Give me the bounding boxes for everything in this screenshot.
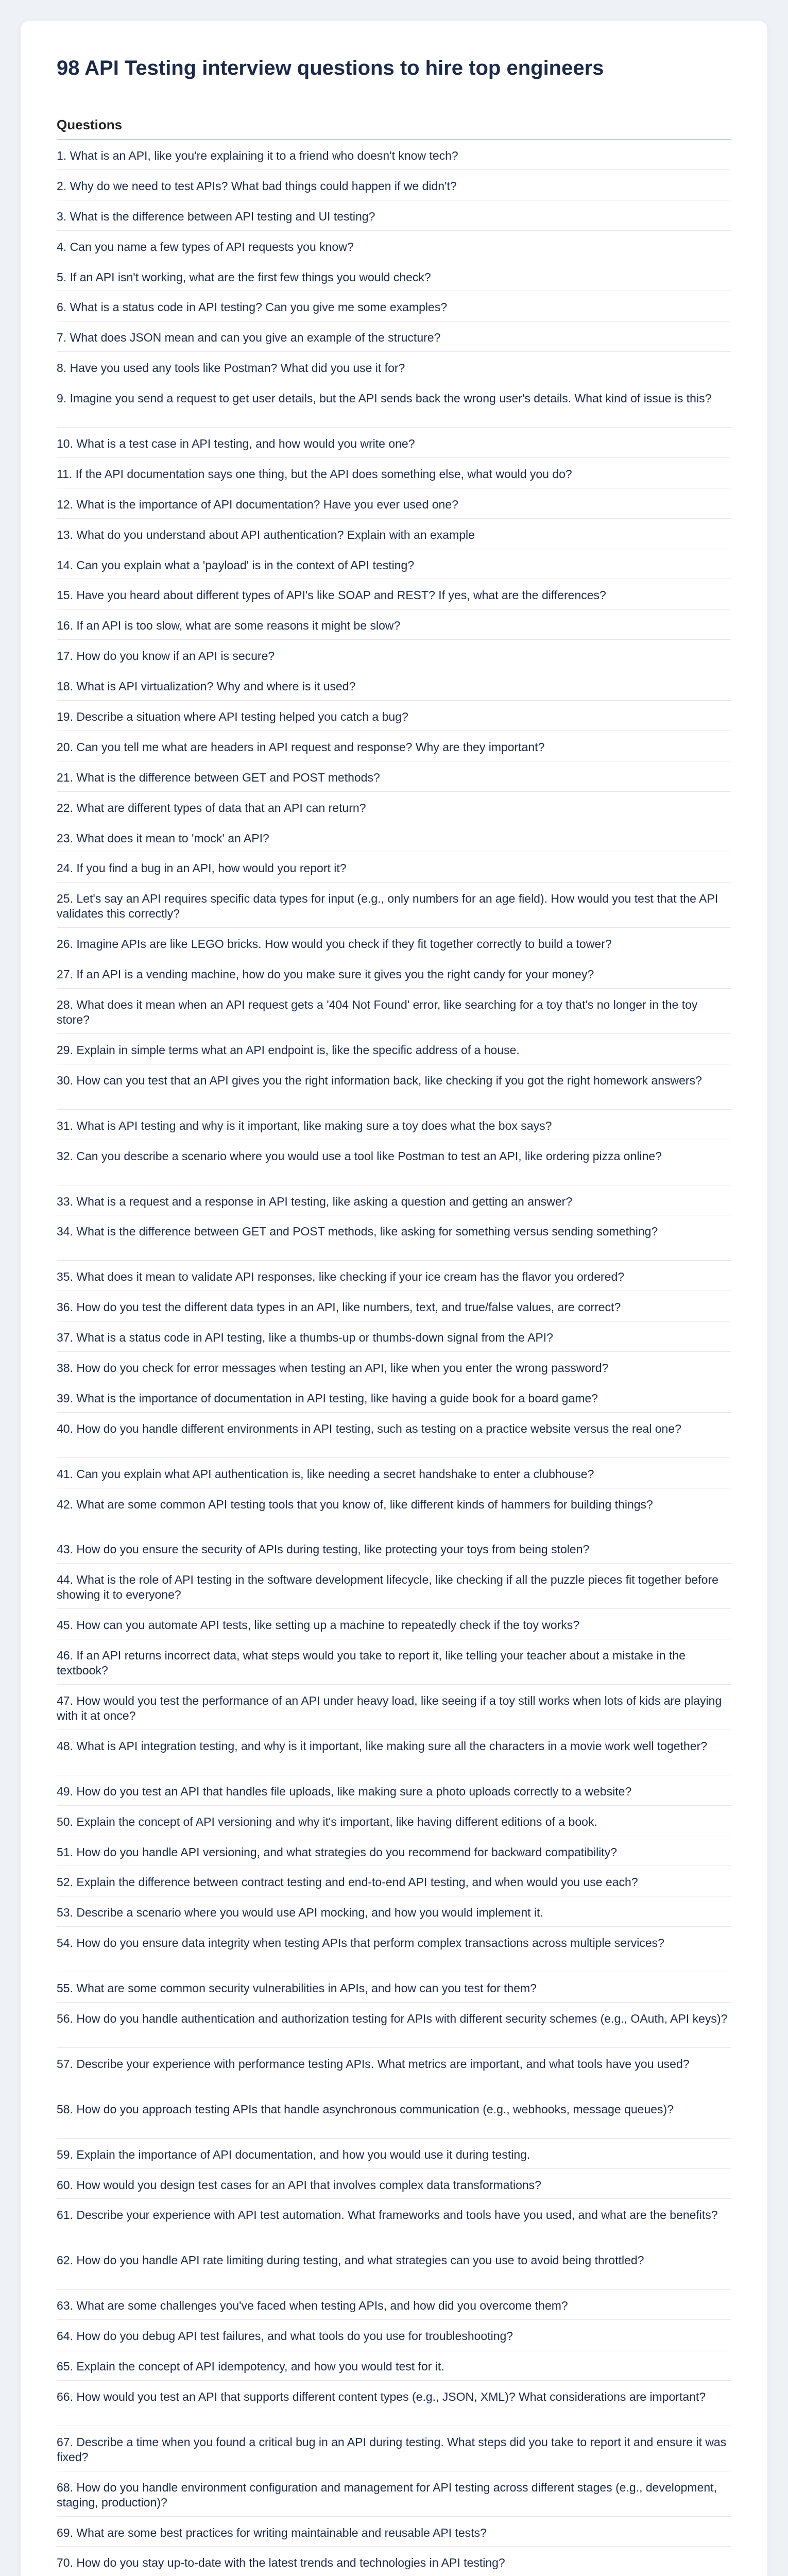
question-item: 7. What does JSON mean and can you give an example of the structure? — [57, 321, 731, 352]
question-item: 16. If an API is too slow, what are some reasons it might be slow? — [57, 609, 731, 640]
page-title: 98 API Testing interview questions to hire top engineers — [57, 57, 604, 79]
questions-list — [57, 140, 731, 2576]
question-item: 31. What is API testing and why is it important, like making sure a toy does what the box says? — [57, 1110, 731, 1140]
question-item: 9. Imagine you send a request to get user details, but the API sends back the wrong user's details. What kind of issue is this? — [57, 382, 731, 428]
question-item: 62. How do you handle API rate limiting during testing, and what strategies can you use to avoid being throttled? — [57, 2244, 731, 2290]
question-item: 44. What is the role of API testing in the software development lifecycle, like checking if all the puzzle pieces fit together before showing it to everyone? — [57, 1564, 731, 1609]
question-item: 2. Why do we need to test APIs? What bad things could happen if we didn't? — [57, 170, 731, 200]
question-item: 24. If you find a bug in an API, how would you report it? — [57, 852, 731, 883]
question-item: 22. What are different types of data that an API can return? — [57, 792, 731, 822]
question-item: 45. How can you automate API tests, like setting up a machine to repeatedly check if the toy works? — [57, 1609, 731, 1639]
question-item: 67. Describe a time when you found a critical bug in an API during testing. What steps did you take to report it and ensure it was fixed? — [57, 2426, 731, 2471]
question-item: 70. How do you stay up-to-date with the latest trends and technologies in API testing? — [57, 2547, 731, 2576]
question-item: 27. If an API is a vending machine, how do you make sure it gives you the right candy for your money? — [57, 958, 731, 989]
question-item: 42. What are some common API testing tools that you know of, like different kinds of hammers for building things? — [57, 1488, 731, 1534]
question-item: 59. Explain the importance of API documentation, and how you would use it during testing. — [57, 2139, 731, 2169]
question-item: 46. If an API returns incorrect data, what steps would you take to report it, like telling your teacher about a mistake in the textbook? — [57, 1639, 731, 1685]
questions-section-heading: Questions — [57, 116, 731, 140]
question-item: 55. What are some common security vulnerabilities in APIs, and how can you test for them? — [57, 1972, 731, 2003]
question-item: 37. What is a status code in API testing, like a thumbs-up or thumbs-down signal from the API? — [57, 1321, 731, 1352]
question-item: 61. Describe your experience with API test automation. What frameworks and tools have you used, and what are the benefits? — [57, 2199, 731, 2244]
question-item: 3. What is the difference between API testing and UI testing? — [57, 200, 731, 231]
question-item: 69. What are some best practices for writing maintainable and reusable API tests? — [57, 2517, 731, 2547]
question-item: 48. What is API integration testing, and why is it important, like making sure all the characters in a movie work well together? — [57, 1730, 731, 1775]
question-item: 34. What is the difference between GET and POST methods, like asking for something versus sending something? — [57, 1215, 731, 1261]
question-item: 6. What is a status code in API testing? Can you give me some examples? — [57, 291, 731, 321]
question-item: 54. How do you ensure data integrity when testing APIs that perform complex transactions across multiple services? — [57, 1927, 731, 1972]
question-item: 32. Can you describe a scenario where you would use a tool like Postman to test an API, like ordering pizza online? — [57, 1140, 731, 1185]
question-item: 66. How would you test an API that supports different content types (e.g., JSON, XML)? What considerations are important? — [57, 2381, 731, 2426]
question-item: 12. What is the importance of API documentation? Have you ever used one? — [57, 488, 731, 519]
article-card — [21, 21, 767, 2576]
question-item: 10. What is a test case in API testing, and how would you write one? — [57, 428, 731, 458]
question-item: 15. Have you heard about different types of API's like SOAP and REST? If yes, what are the differences? — [57, 579, 731, 609]
question-item: 19. Describe a situation where API testing helped you catch a bug? — [57, 701, 731, 731]
question-item: 23. What does it mean to 'mock' an API? — [57, 822, 731, 853]
question-item: 43. How do you ensure the security of APIs during testing, like protecting your toys from being stolen? — [57, 1533, 731, 1564]
question-item: 4. Can you name a few types of API requests you know? — [57, 231, 731, 261]
question-item: 49. How do you test an API that handles file uploads, like making sure a photo uploads correctly to a website? — [57, 1775, 731, 1806]
question-item: 1. What is an API, like you're explaining it to a friend who doesn't know tech? — [57, 140, 731, 170]
question-item: 25. Let's say an API requires specific data types for input (e.g., only numbers for an age field). How would you test that the API validates this correctly? — [57, 883, 731, 928]
question-item: 33. What is a request and a response in API testing, like asking a question and getting an answer? — [57, 1185, 731, 1216]
question-item: 26. Imagine APIs are like LEGO bricks. How would you check if they fit together correctly to build a tower? — [57, 928, 731, 958]
question-item: 41. Can you explain what API authentication is, like needing a secret handshake to enter a clubhouse? — [57, 1458, 731, 1488]
question-item: 56. How do you handle authentication and authorization testing for APIs with different security schemes (e.g., OAuth, API keys)? — [57, 2003, 731, 2048]
question-item: 68. How do you handle environment configuration and management for API testing across different stages (e.g., development, staging, production)? — [57, 2471, 731, 2517]
question-item: 51. How do you handle API versioning, and what strategies do you recommend for backward compatibility? — [57, 1836, 731, 1867]
question-item: 36. How do you test the different data types in an API, like numbers, text, and true/false values, are correct? — [57, 1291, 731, 1321]
question-item: 5. If an API isn't working, what are the first few things you would check? — [57, 261, 731, 292]
question-item: 30. How can you test that an API gives you the right information back, like checking if you got the right homework answers? — [57, 1064, 731, 1110]
question-item: 21. What is the difference between GET and POST methods? — [57, 761, 731, 792]
question-item: 50. Explain the concept of API versioning and why it's important, like having different editions of a book. — [57, 1806, 731, 1836]
question-item: 29. Explain in simple terms what an API endpoint is, like the specific address of a house. — [57, 1034, 731, 1064]
question-item: 63. What are some challenges you've faced when testing APIs, and how did you overcome them? — [57, 2290, 731, 2320]
question-item: 18. What is API virtualization? Why and where is it used? — [57, 670, 731, 701]
question-item: 20. Can you tell me what are headers in API request and response? Why are they important? — [57, 731, 731, 761]
question-item: 65. Explain the concept of API idempotency, and how you would test for it. — [57, 2350, 731, 2381]
question-item: 53. Describe a scenario where you would use API mocking, and how you would implement it. — [57, 1896, 731, 1927]
question-item: 64. How do you debug API test failures, and what tools do you use for troubleshooting? — [57, 2320, 731, 2350]
question-item: 52. Explain the difference between contract testing and end-to-end API testing, and when would you use each? — [57, 1866, 731, 1896]
question-item: 60. How would you design test cases for an API that involves complex data transformations? — [57, 2169, 731, 2199]
question-item: 38. How do you check for error messages when testing an API, like when you enter the wrong password? — [57, 1352, 731, 1382]
question-item: 17. How do you know if an API is secure? — [57, 640, 731, 670]
question-item: 35. What does it mean to validate API responses, like checking if your ice cream has the flavor you ordered? — [57, 1261, 731, 1291]
question-item: 40. How do you handle different environments in API testing, such as testing on a practice website versus the real one? — [57, 1413, 731, 1458]
question-item: 57. Describe your experience with performance testing APIs. What metrics are important, and what tools have you used? — [57, 2048, 731, 2093]
question-item: 47. How would you test the performance of an API under heavy load, like seeing if a toy still works when lots of kids are playing with it at once? — [57, 1685, 731, 1730]
question-item: 28. What does it mean when an API request gets a '404 Not Found' error, like searching for a toy that's no longer in the toy store? — [57, 989, 731, 1034]
question-item: 8. Have you used any tools like Postman? What did you use it for? — [57, 352, 731, 382]
question-item: 13. What do you understand about API authentication? Explain with an example — [57, 519, 731, 549]
question-item: 11. If the API documentation says one thing, but the API does something else, what would you do? — [57, 458, 731, 488]
question-item: 58. How do you approach testing APIs that handle asynchronous communication (e.g., webhooks, message queues)? — [57, 2093, 731, 2139]
question-item: 14. Can you explain what a 'payload' is in the context of API testing? — [57, 549, 731, 580]
question-item: 39. What is the importance of documentation in API testing, like having a guide book for a board game? — [57, 1382, 731, 1413]
